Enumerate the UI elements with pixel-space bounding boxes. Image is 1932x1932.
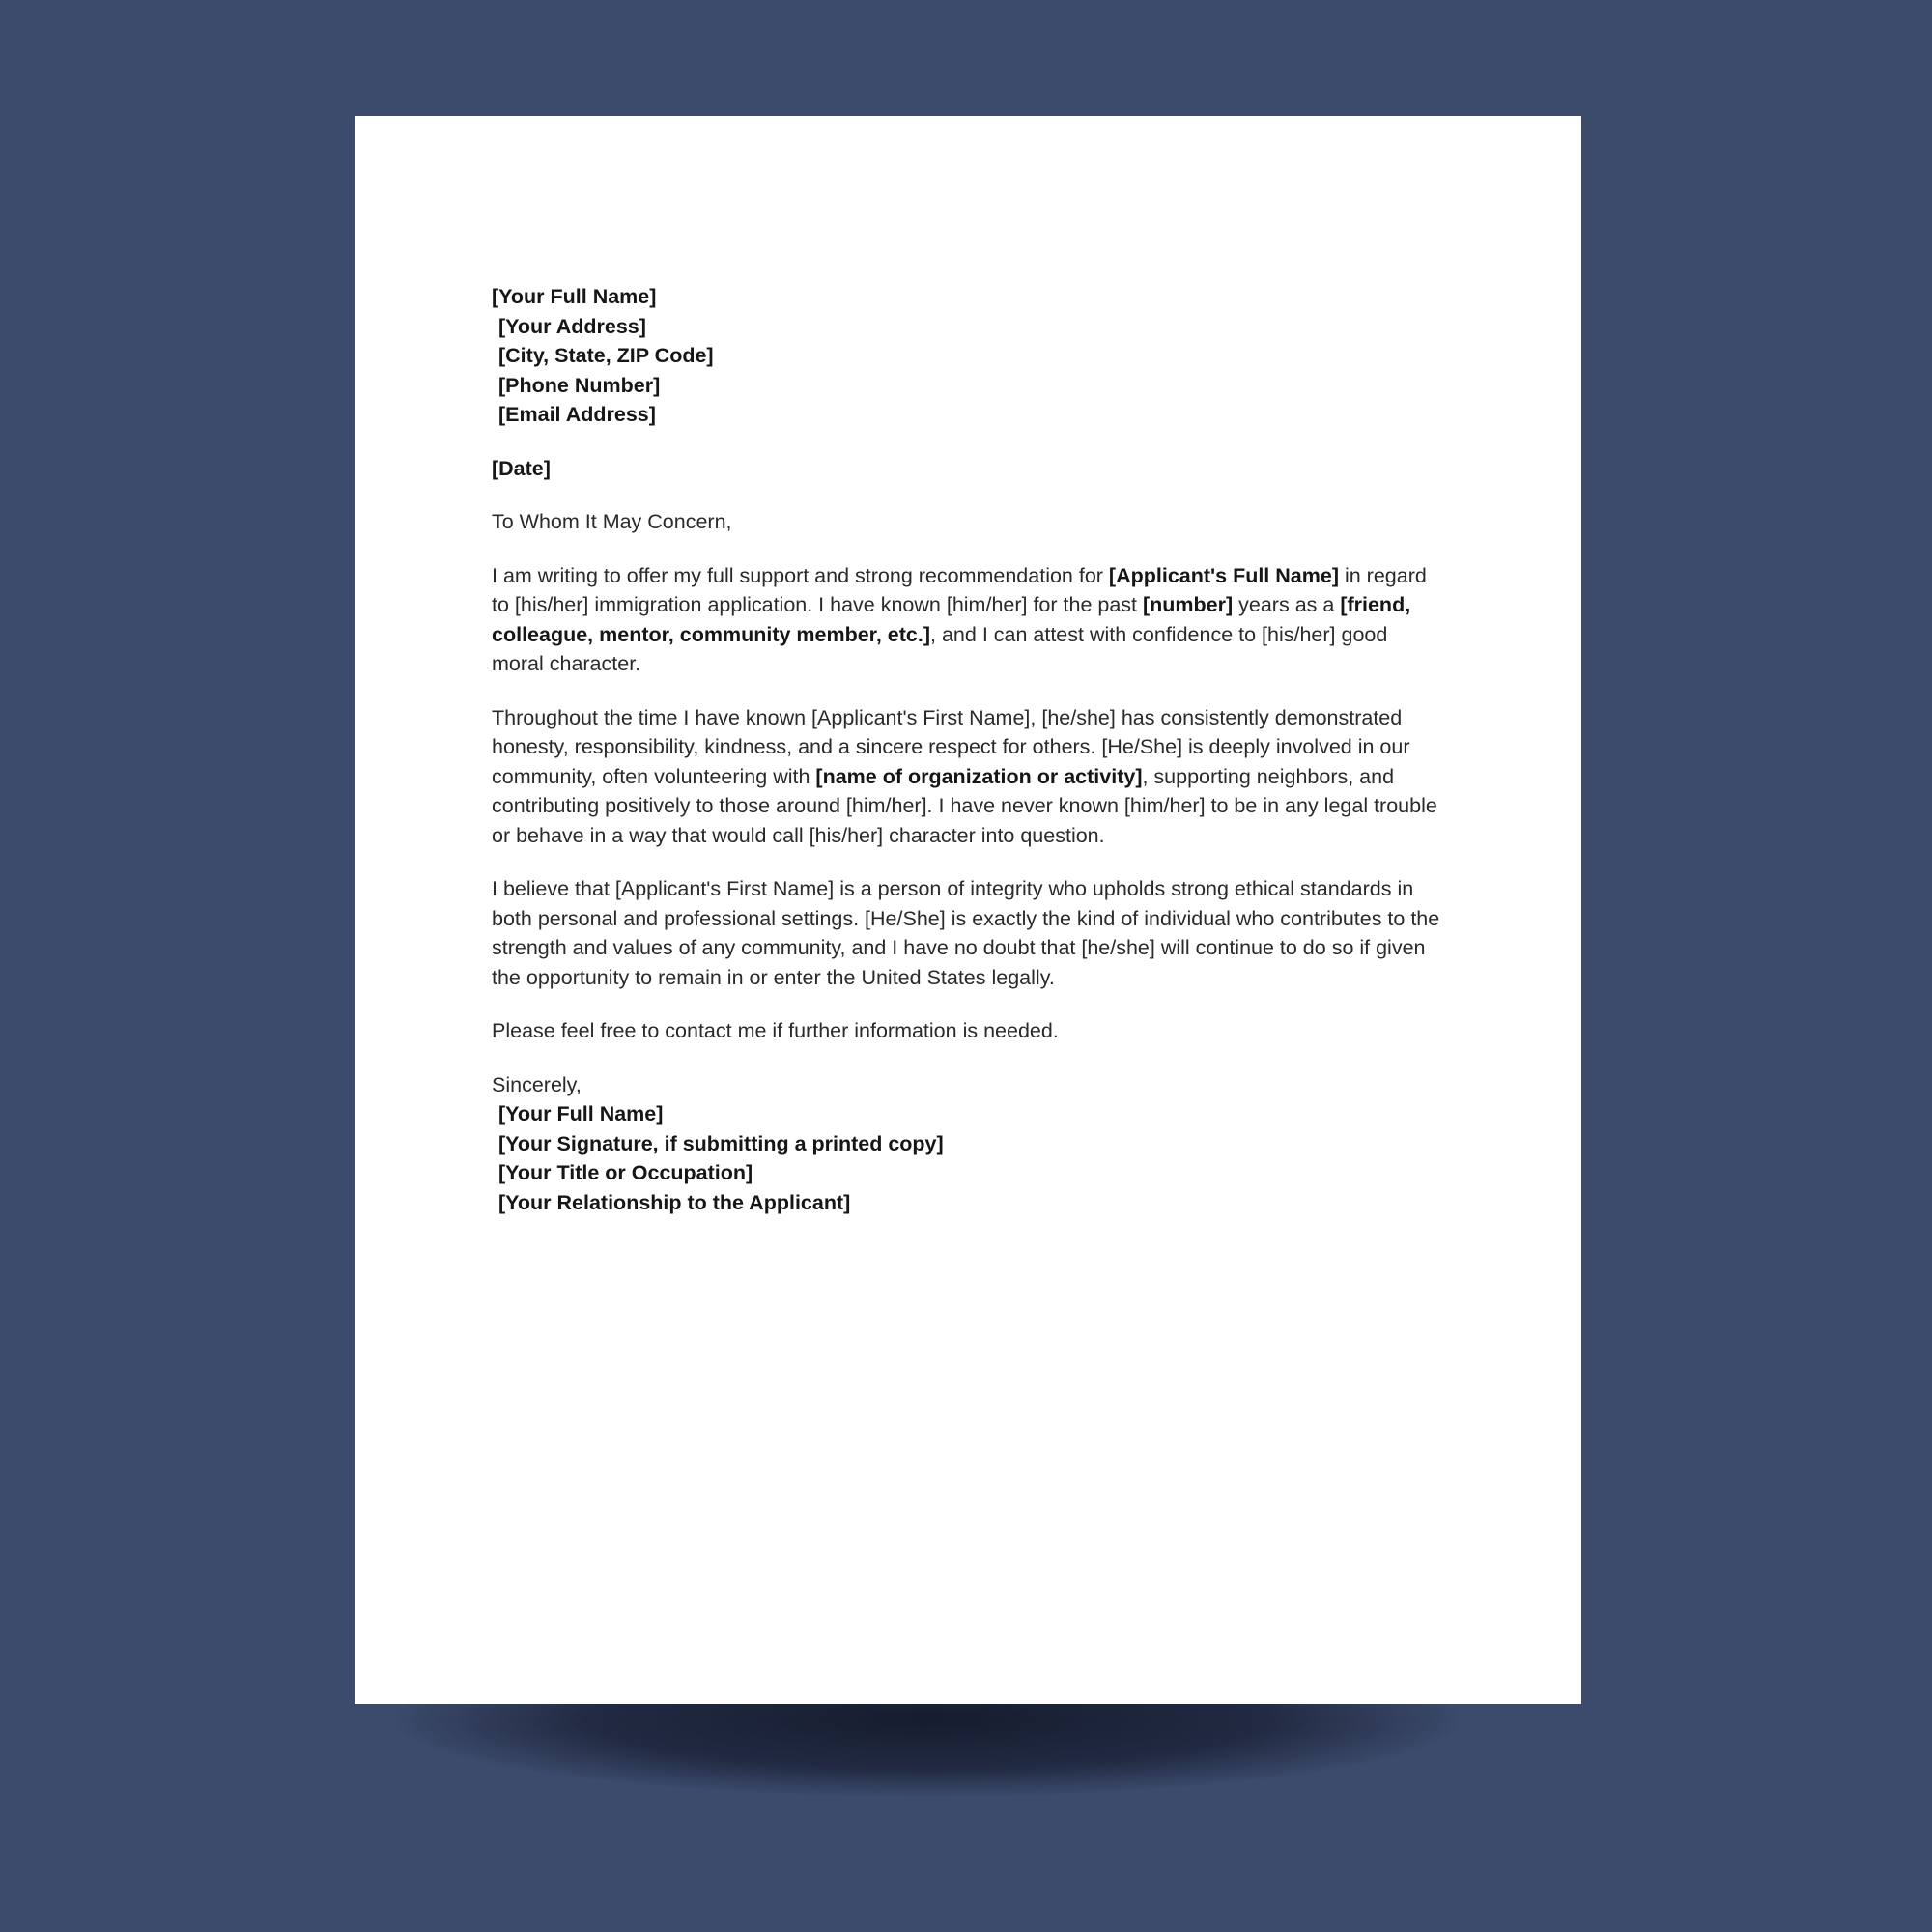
closing-signature: [Your Signature, if submitting a printed copy] [498,1131,944,1155]
salutation: To Whom It May Concern, [492,510,732,533]
closing-block [492,1070,1444,1218]
sender-city-state-zip: [City, State, ZIP Code] [498,344,714,367]
paragraph-1-text-a: I am writing to offer my full support and strong recommendation for [492,563,1109,587]
sender-address: [Your Address] [498,314,646,338]
sender-name: [Your Full Name] [492,285,657,308]
paragraph-2-text-b: , supporting neighbors, and contributing positively to those around [him/her]. I have never known [him/her] to be in any legal trouble or behave in a way that would call [his/her] character into question. [492,764,1437,847]
sender-block [492,282,1444,430]
date-block [492,454,1444,484]
letter-date: [Date] [492,456,551,480]
relationship-type-placeholder: [friend, colleague, mentor, community member, etc.] [492,593,1411,646]
paragraph-3: I believe that [Applicant's First Name] is a person of integrity who upholds strong ethical standards in both personal and professional settings. [He/She] is exactly the kind of individual who contributes to the strength and values of any community, and I have no doubt that [he/she] will continue to do so if given the opportunity to remain in or enter the United States legally. [492,877,1440,989]
paragraph-2-text-a: Throughout the time I have known [Applicant's First Name], [he/she] has consistently demonstrated honesty, responsibility, kindness, and a sincere respect for others. [He/She] is deeply involved in our community, often volunteering with [492,705,1410,788]
closing-name: [Your Full Name] [498,1102,664,1125]
closing-relationship: [Your Relationship to the Applicant] [498,1190,851,1214]
paragraph-2 [492,703,1444,851]
years-number-placeholder: [number] [1143,593,1234,616]
organization-placeholder: [name of organization or activity] [815,764,1143,788]
closing-title: [Your Title or Occupation] [498,1161,753,1184]
paragraph-1 [492,561,1444,679]
paragraph-1-text-c: years as a [1233,593,1341,616]
sender-phone: [Phone Number] [498,373,661,397]
paragraph-1-text-b: in regard to [his/her] immigration application. I have known [him/her] for the past [492,563,1427,616]
paragraph-4: Please feel free to contact me if further information is needed. [492,1019,1059,1042]
salutation-block [492,507,1444,537]
applicant-full-name-placeholder: [Applicant's Full Name] [1108,563,1339,587]
sender-email: [Email Address] [498,403,656,426]
paragraph-1-text-d: , and I can attest with confidence to [his/her] good moral character. [492,622,1388,675]
letter-page [355,116,1581,1704]
valediction: Sincerely, [492,1072,582,1096]
